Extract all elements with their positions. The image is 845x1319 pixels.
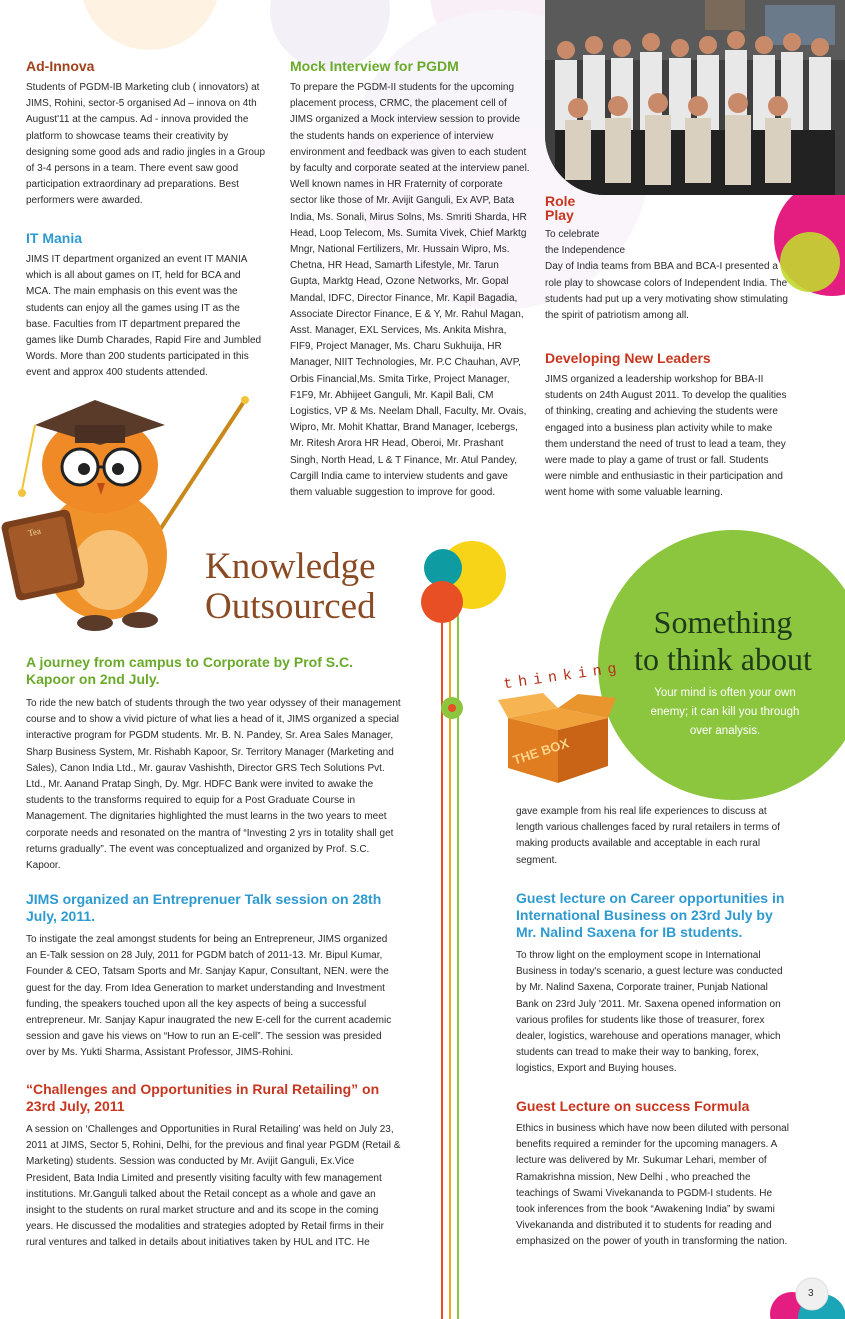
rural-continued-body: gave example from his real life experiences to discuss at length various challenges faced by rural retailers in terms of making products available and acceptable in each rural segment. [516, 806, 781, 866]
journey-body: To ride the new batch of students through the two year odyssey of their management course and to show a vivid picture of what lies a head of it, JIMS organized a special interactive program for PGDM students. Mr. B. N. Pandey, Sr. Area Sales Manager, Sharp Business System, Mr. Rishabh Kapoor, Sr. Territory Manager (Marketing and Sales), Canon India Ltd., Mr. gaurav Vashishth, Director GRS Tech Solutions Pvt. Ltd., Mr. Aanand Pratap Singh, Dy. Mgr. HDFC Bank were invited to awake the students to the transforms required to equip for a Post Graduate Course in Management. The dignitaries highlighted the must learns in the two years to meet corporate needs and resonated on the mantra of “Investing 2 yrs in totality shall get returns gradually”. The event was conceptualized and organized by Prof. S.C. Kapoor. [26, 698, 401, 872]
group-photo-image [545, 0, 845, 195]
rural-section [26, 1081, 401, 1252]
role-play-title-line2: Play [545, 207, 574, 223]
rural-title: “Challenges and Opportunities in Rural Retailing” on 23rd July, 2011 [26, 1081, 380, 1114]
rural-continued-section [516, 804, 791, 869]
entrepreneur-body: To instigate the zeal amongst students for being an Entrepreneur, JIMS organized an E-Talk session on 28 July, 2011 for PGDM batch of 2011-13. Mr. Bipul Kumar, Founder & CEO, Tatsam Sports and Mr. Sanjay Kapur, Consultant, NEN. were the guest for the day. From Idea Generation to market understanding and Investment funding, the speakers touched upon all the key aspects of being a successful entrepreneur. Mr. Sanjay Kapur inaugrated the new E-cell for the current academic session and gave his views on “How to run an E-cell”. The session was presided over by Ms. Yukti Sharma, Assistant Professor, JIMS-Rohini. [26, 934, 392, 1059]
knowledge-title-line1: Knowledge [205, 546, 376, 587]
developing-leaders-body: JIMS organized a leadership workshop for BBA-II students on 24th August 2011. To develop the qualities of thinking, creating and achieving the students were engaged into a business plan activity while to make them understand the need of trust to lead a team, they were made to play a game of trust or fall. Students were nimble and enthusiastic in their participation and went home with some valuable learning. [545, 374, 787, 499]
owl-book-label: Tea [27, 525, 42, 539]
role-play-line2: the Independence [545, 245, 626, 257]
ad-innova-section [26, 58, 266, 210]
success-title: Guest Lecture on success Formula [516, 1098, 750, 1114]
journey-title: A journey from campus to Corporate by Prof S.C. Kapoor on 2nd July. [26, 654, 353, 687]
rural-body: A session on ‘Challenges and Opportunities in Rural Retailing’ was held on July 23, 2011 at JIMS, Sector 5, Rohini, Delhi, for the previous and final year PGDM (Retail & Marketing) students. Session was conducted by Mr. Avijit Ganguli, Ex.Vice President, Bata India Limited and presently visiting faculty with few management institutions. Mr.Ganguli talked about the Retail concept as a whole and gave an insight to the students on rural market structure and and its scope in the coming years. He discussed the modalities and strategies adopted by Retail firms in their rural ventures and talked in details about initiatives taken by HUL and ITC. He [26, 1124, 401, 1249]
role-play-line1: To celebrate [545, 229, 600, 240]
mock-interview-title: Mock Interview for PGDM [290, 58, 459, 74]
group-photo [545, 0, 845, 195]
think-about-body: Your mind is often your own enemy; it can kill you through over analysis. [650, 687, 800, 737]
thinking-word: thinking [502, 659, 624, 694]
ad-innova-title: Ad-Innova [26, 58, 95, 74]
success-section [516, 1098, 791, 1251]
box-label: THE BOX [511, 735, 571, 768]
journey-section [26, 654, 401, 874]
knowledge-title-line2: Outsourced [205, 586, 376, 627]
role-play-section [545, 193, 790, 324]
think-about-title-line1: Something [653, 604, 793, 640]
career-title: Guest lecture on Career opportunities in International Business on 23rd July by Mr. Nalind Saxena for IB students. [516, 890, 785, 940]
it-mania-body: JIMS IT department organized an event IT MANIA which is all about games on IT, held for BCA and MCA. The main emphasis on this event was the students can enjoy all the games using IT as the base. Faculties from IT department prepared the games like Dumb Charades, Rapid Fire and Jumbled Words. More than 200 students participated in this event and approx 400 students attended. [26, 254, 262, 379]
success-body: Ethics in business which have now been diluted with personal benefits required a reminder for the upcoming managers. A lecture was delivered by Mr. Sukumar Lehari, member of Ramakrishna mission, New Delhi , who preached the teachings of Swami Vivekananda to PGDM-I students. He took inferences from the book “Awakening India” by swami Vivekananda and distributed it to students for reading and emphasized on the power of youth in transforming the nation. [516, 1123, 789, 1248]
mock-interview-section [290, 58, 530, 501]
page-number: 3 [808, 1288, 814, 1299]
it-mania-title: IT Mania [26, 230, 83, 246]
entrepreneur-section [26, 891, 401, 1062]
developing-leaders-title: Developing New Leaders [545, 350, 711, 366]
role-play-body: Day of India teams from BBA and BCA-I presented a role play to showcase colors of Independent India. The students had put up a very motivating show stimulating the spirit of patriotism among all. [545, 261, 788, 322]
mock-interview-body: To prepare the PGDM-II students for the upcoming placement process, CRMC, the placement cell of JIMS organized a Mock interview session to provide the students hands on experience of interview environment and feedback was given to each student by faculty and corporate seated at the interview panel. Well known names in HR Fraternity of corporate sector like those of Mr. Avijit Ganguli, Ex AVP, Bata India, Ms. Sonali, Mirus Solns, Ms. Smriti Sharda, HR Head, Loop Telecom, Ms. Sumita Vivek, Chief Marktg Mngr, National Fertilizers, Mr. Hussain Wipro, Ms. Chetna, HR Head, Samarth Lifestyle, Mr. Tarun Gupta, Marktg Head, Ozone Networks, Mr. Gopal Mandal, IDFC, Director Finance, Mr. Kapil Bagadia, Associate Director Finance, E & Y, Mr. Rahul Magan, Asst. Manager, EXL Services, Ms. Ankita Mishra, FIF9, Project Manager, Ms. Charu Sukhuija, HR Manager, NIIT Technologies, Mr. P.C Chauhan, AVP, Orbis Financial,Ms. Smita Tirke, Project Manager, F1F9, Mr. Abhijeet Ganguli, Mr. Kapil Bali, CM Logistics, VP & Ms. Neelam Dhall, Faculty, Mr. Ovais, Wipro, Mr. Mohit Khattar, Brand Manager, Icebergs, Mr. Ritesh Arora HR Head, Oberoi, Mr. Prashant Singh, North Head, L & T Finance, Mr. Atul Pandey, Cargill India came to interview students and gave them valuable suggestion to improve for good. [290, 82, 530, 499]
developing-leaders-section [545, 350, 790, 502]
it-mania-section [26, 230, 266, 382]
think-about-title-line2: to think about [634, 641, 812, 677]
entrepreneur-title: JIMS organized an Entreprenuer Talk session on 28th July, 2011. [26, 891, 382, 924]
career-body: To throw light on the employment scope in International Business in today's scenario, a guest lecture was conducted by Mr. Nalind Saxena, Corporate trainer, Punjab National Bank on 23rd July '2011. Mr. Saxena opened information on various profiles for students like those of treasurer, forex dealer, logistics, warehouse and operations manager, which students can tread to make their way to banking, forex, logistics, Export and Buying houses. [516, 950, 783, 1075]
ad-innova-body: Students of PGDM-IB Marketing club ( innovators) at JIMS, Rohini, sector-5 organised Ad – innova on 4th August'11 at the campus. Ad - innova provided the platform to showcase teams their creativity by designing some good ads and radio jingles in a Group of 3-4 persons in a team. There event saw good participation extraordinary ad preparations. Best performers were awarded. [26, 82, 266, 207]
role-play-title-line1: Role [545, 193, 576, 209]
career-section [516, 890, 791, 1078]
